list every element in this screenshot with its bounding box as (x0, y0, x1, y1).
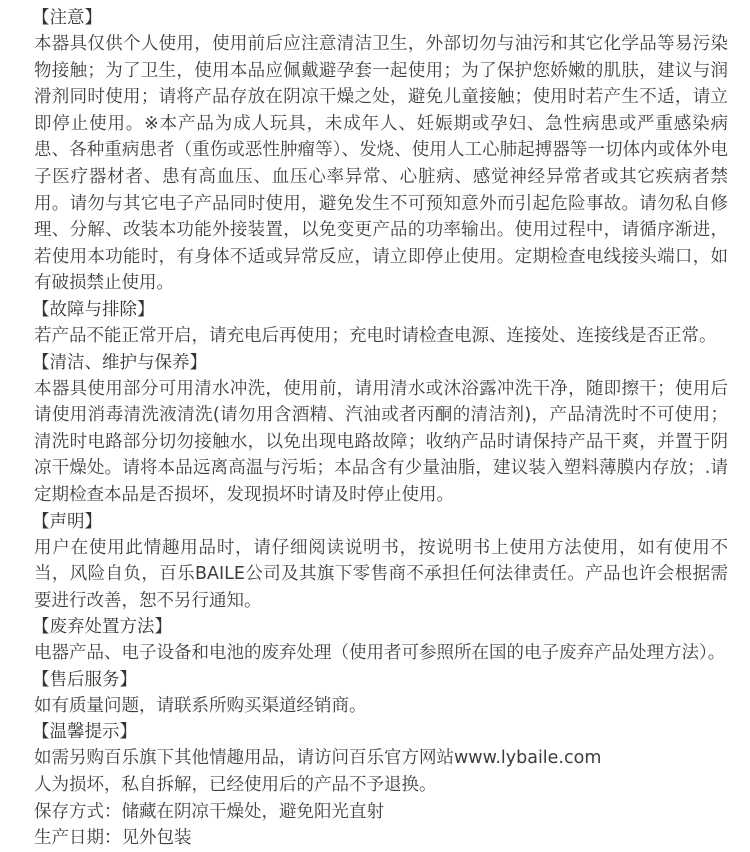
section-heading-troubleshooting: 【故障与排除】 (32, 299, 155, 320)
section-heading-statement: 【声明】 (32, 511, 102, 532)
section-cleaning (34, 350, 728, 509)
section-heading-notice: 【注意】 (32, 8, 102, 28)
tips-website-line: 如需另购百乐旗下其他情趣用品，请访问百乐官方网站www.lybaile.com (34, 748, 602, 769)
section-troubleshooting (34, 297, 728, 350)
section-heading-after-sales: 【售后服务】 (32, 669, 137, 690)
section-notice (34, 5, 728, 297)
section-heading-cleaning: 【清洁、维护与保养】 (32, 352, 207, 373)
section-body-disposal: 电器产品、电子设备和电池的废弃处理（使用者可参照所在国的电子废弃产品处理方法）。 (34, 643, 726, 664)
section-body-after-sales: 如有质量问题，请联系所购买渠道经销商。 (34, 695, 367, 716)
section-body-statement: 用户在使用此情趣用品时，请仔细阅读说明书，按说明书上使用方法使用，如有使用不当，风险自负，百乐BAILE公司及其旗下零售商不承担任何法律责任。产品也许会根据需要进行改善，恕不另行通知。 (34, 537, 728, 611)
tips-production-date-line: 生产日期：见外包装 (34, 828, 192, 849)
section-tips (34, 719, 728, 851)
section-body-troubleshooting: 若产品不能正常开启，请充电后再使用；充电时请检查电源、连接处、连接线是否正常。 (34, 325, 717, 346)
section-disposal (34, 614, 728, 667)
section-after-sales (34, 667, 728, 720)
section-body-cleaning: 本器具使用部分可用清水冲洗，使用前，请用清水或沐浴露冲洗干净，随即擦干；使用后请使用消毒清洗液清洗(请勿用含酒精、汽油或者丙酮的清洁剂)，产品清洗时不可使用；清洗时电路部分切勿接触水，以免出现电路故障；收纳产品时请保持产品干爽，并置于阴凉干燥处。请将本品远离高温与污垢；本品含有少量油脂，建议装入塑料薄膜内存放；.请定期检查本品是否损坏，发现损坏时请及时停止使用。 (34, 378, 728, 505)
section-heading-disposal: 【废弃处置方法】 (32, 617, 172, 638)
section-heading-tips: 【温馨提示】 (32, 722, 137, 743)
section-statement (34, 509, 728, 615)
tips-return-policy-line: 人为损坏，私自拆解，已经使用后的产品不予退换。 (34, 775, 437, 796)
tips-storage-line: 保存方式：储藏在阴凉干燥处，避免阳光直射 (34, 801, 384, 822)
section-body-notice: 本器具仅供个人使用，使用前后应注意清洁卫生，外部切勿与油污和其它化学品等易污染物接触；为了卫生，使用本品应佩戴避孕套一起使用；为了保护您娇嫩的肌肤，建议与润滑剂同时使用；请将产品存放在阴凉干燥之处，避免儿童接触；使用时若产生不适，请立即停止使用。※本产品为成人玩具，未成年人、妊娠期或孕妇、急性病患或严重感染病患、各种重病患者（重伤或恶性肿瘤等）、发烧、使用人工心肺起搏器等一切体内或体外电子医疗器材者、患有高血压、血压心率异常、心脏病、感觉神经异常者或其它疾病者禁用。请勿与其它电子产品同时使用，避免发生不可预知意外而引起危险事故。请勿私自修理、分解、改装本功能外接装置，以免变更产品的功率输出。使用过程中，请循序渐进，若使用本功能时，有身体不适或异常反应，请立即停止使用。定期检查电线接头端口，如有破损禁止使用。 (34, 34, 728, 294)
